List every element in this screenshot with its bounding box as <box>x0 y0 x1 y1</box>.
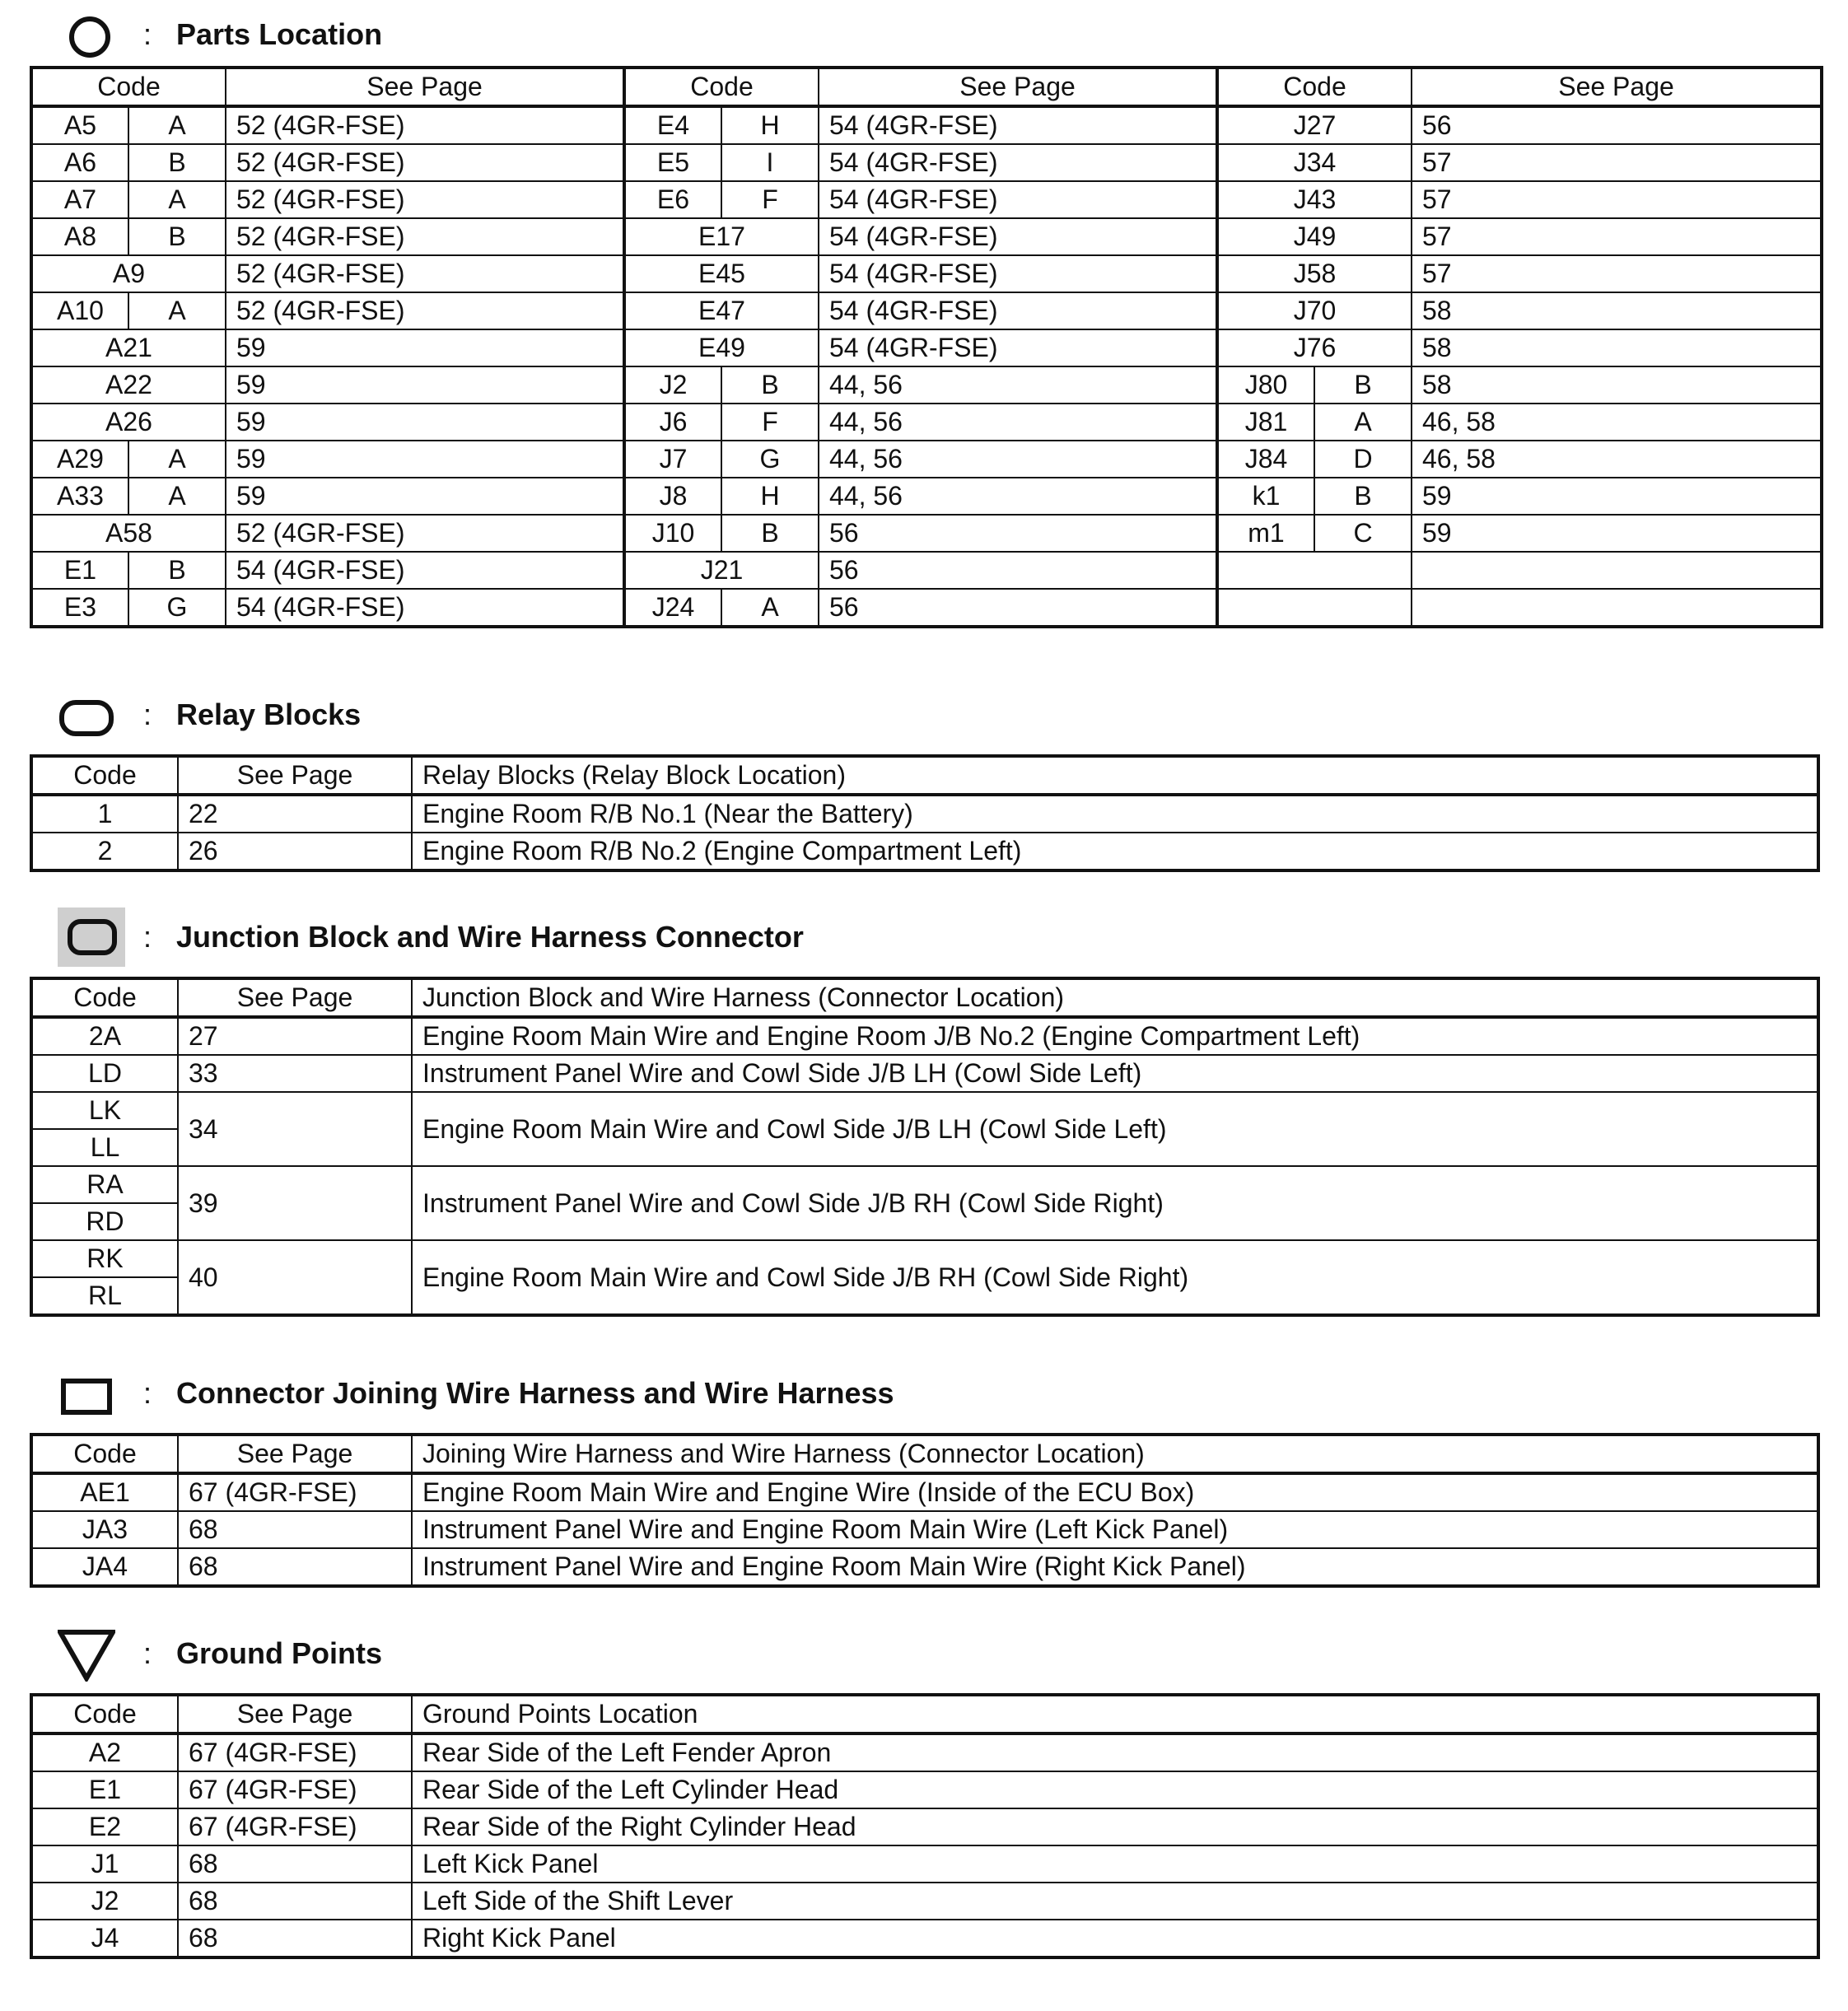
part-see-page: 59 <box>226 441 624 478</box>
part-code: J43 <box>1217 181 1412 218</box>
part-see-page: 59 <box>226 404 624 441</box>
table-row <box>31 1166 1818 1203</box>
joining-connector-code: AE1 <box>31 1473 178 1511</box>
ground-point-code: E2 <box>31 1808 178 1845</box>
column-header-code: Code <box>31 978 178 1017</box>
junction-block-title: Junction Block and Wire Harness Connector <box>176 920 804 954</box>
table-row <box>31 404 1822 441</box>
junction-see-page: 34 <box>178 1092 412 1166</box>
part-code: A33 <box>31 478 128 515</box>
part-code: J10 <box>624 515 721 552</box>
junction-location: Instrument Panel Wire and Cowl Side J/B RH (Cowl Side Right) <box>412 1166 1818 1240</box>
joining-colon: : <box>143 1376 152 1410</box>
part-see-page: 44, 56 <box>819 441 1217 478</box>
ground-point-code: E1 <box>31 1771 178 1808</box>
column-header-see-page: See Page <box>178 1695 412 1733</box>
part-code-suffix: D <box>1314 441 1412 478</box>
junction-code: RD <box>31 1203 178 1240</box>
part-code-suffix: G <box>128 589 226 627</box>
part-see-page: 58 <box>1412 366 1822 404</box>
part-see-page: 56 <box>819 552 1217 589</box>
junction-colon: : <box>143 920 152 954</box>
table-row <box>31 552 1822 589</box>
part-code-suffix: A <box>1314 404 1412 441</box>
table-row <box>31 1845 1818 1883</box>
connector-joining-header <box>58 1369 894 1418</box>
part-see-page: 54 (4GR-FSE) <box>819 329 1217 366</box>
part-see-page: 56 <box>1412 106 1822 144</box>
part-code: E5 <box>624 144 721 181</box>
column-header-see-page: See Page <box>819 68 1217 106</box>
table-row <box>31 441 1822 478</box>
column-header-code: Code <box>31 68 226 106</box>
part-code-suffix: B <box>1314 478 1412 515</box>
part-code: J34 <box>1217 144 1412 181</box>
part-code: E3 <box>31 589 128 627</box>
joining-connector-code: JA3 <box>31 1511 178 1548</box>
part-code-suffix: F <box>721 181 819 218</box>
table-row <box>31 833 1818 870</box>
part-see-page <box>1412 552 1822 589</box>
ground-point-code: A2 <box>31 1733 178 1771</box>
part-see-page: 57 <box>1412 181 1822 218</box>
column-header-location: Ground Points Location <box>412 1695 1818 1733</box>
junction-see-page: 27 <box>178 1017 412 1055</box>
part-code: J76 <box>1217 329 1412 366</box>
junction-location: Engine Room Main Wire and Cowl Side J/B RH (Cowl Side Right) <box>412 1240 1818 1315</box>
part-code-suffix: A <box>721 589 819 627</box>
part-code: A5 <box>31 106 128 144</box>
joining-connector-location: Instrument Panel Wire and Engine Room Main Wire (Left Kick Panel) <box>412 1511 1818 1548</box>
part-code: E47 <box>624 292 819 329</box>
table-row <box>31 181 1822 218</box>
part-see-page: 56 <box>819 515 1217 552</box>
table-row <box>31 106 1822 144</box>
part-code-suffix: H <box>721 478 819 515</box>
junction-code: LL <box>31 1129 178 1166</box>
part-see-page: 54 (4GR-FSE) <box>819 292 1217 329</box>
column-header-code: Code <box>1217 68 1412 106</box>
part-see-page: 59 <box>1412 515 1822 552</box>
ground-point-see-page: 67 (4GR-FSE) <box>178 1808 412 1845</box>
ground-point-see-page: 67 (4GR-FSE) <box>178 1771 412 1808</box>
table-row <box>31 1017 1818 1055</box>
ground-point-see-page: 68 <box>178 1845 412 1883</box>
part-code: A9 <box>31 255 226 292</box>
ground-colon: : <box>143 1636 152 1670</box>
triangle-symbol-icon <box>58 1629 115 1678</box>
part-see-page: 57 <box>1412 218 1822 255</box>
part-code-suffix: A <box>128 441 226 478</box>
relay-blocks-title: Relay Blocks <box>176 698 362 731</box>
part-see-page: 54 (4GR-FSE) <box>226 589 624 627</box>
part-see-page: 54 (4GR-FSE) <box>226 552 624 589</box>
part-see-page: 58 <box>1412 329 1822 366</box>
column-header-see-page: See Page <box>226 68 624 106</box>
part-see-page: 54 (4GR-FSE) <box>819 106 1217 144</box>
part-code-suffix: F <box>721 404 819 441</box>
table-header-row <box>31 756 1818 795</box>
part-code: A22 <box>31 366 226 404</box>
table-row <box>31 1920 1818 1957</box>
column-header-see-page: See Page <box>178 1435 412 1473</box>
table-row <box>31 1733 1818 1771</box>
table-row <box>31 1473 1818 1511</box>
part-code: E1 <box>31 552 128 589</box>
part-code: J49 <box>1217 218 1412 255</box>
part-see-page: 52 (4GR-FSE) <box>226 181 624 218</box>
part-see-page: 54 (4GR-FSE) <box>819 255 1217 292</box>
part-see-page: 52 (4GR-FSE) <box>226 515 624 552</box>
part-code-suffix: C <box>1314 515 1412 552</box>
junction-see-page: 40 <box>178 1240 412 1315</box>
part-code-suffix: B <box>1314 366 1412 404</box>
part-see-page: 59 <box>1412 478 1822 515</box>
part-code: A8 <box>31 218 128 255</box>
column-header-see-page: See Page <box>1412 68 1822 106</box>
junction-see-page: 39 <box>178 1166 412 1240</box>
part-code: J7 <box>624 441 721 478</box>
table-row <box>31 795 1818 833</box>
part-code: A29 <box>31 441 128 478</box>
part-code: A10 <box>31 292 128 329</box>
junction-code: RA <box>31 1166 178 1203</box>
junction-code: RK <box>31 1240 178 1277</box>
part-code: J70 <box>1217 292 1412 329</box>
column-header-code: Code <box>31 1435 178 1473</box>
junction-block-symbol-icon <box>58 912 115 962</box>
table-row <box>31 218 1822 255</box>
table-row <box>31 292 1822 329</box>
ground-point-location: Rear Side of the Right Cylinder Head <box>412 1808 1818 1845</box>
table-header-row <box>31 1695 1818 1733</box>
part-code: J21 <box>624 552 819 589</box>
table-row <box>31 1240 1818 1277</box>
part-code-suffix: A <box>128 106 226 144</box>
part-code <box>1217 552 1412 589</box>
part-code-suffix: B <box>128 552 226 589</box>
ground-point-location: Left Side of the Shift Lever <box>412 1883 1818 1920</box>
table-row <box>31 366 1822 404</box>
table-row <box>31 515 1822 552</box>
oval-symbol-icon <box>58 690 115 740</box>
rectangle-symbol-icon <box>58 1369 115 1418</box>
column-header-code: Code <box>31 1695 178 1733</box>
relay-blocks-table <box>30 754 1820 872</box>
part-code: J81 <box>1217 404 1314 441</box>
junction-code: LK <box>31 1092 178 1129</box>
part-see-page: 44, 56 <box>819 404 1217 441</box>
relay-block-see-page: 22 <box>178 795 412 833</box>
column-header-location: Relay Blocks (Relay Block Location) <box>412 756 1818 795</box>
part-code: A7 <box>31 181 128 218</box>
part-code-suffix: A <box>128 292 226 329</box>
joining-connector-see-page: 68 <box>178 1511 412 1548</box>
ground-point-see-page: 68 <box>178 1883 412 1920</box>
ground-points-header <box>58 1629 382 1678</box>
part-code: m1 <box>1217 515 1314 552</box>
part-code-suffix: B <box>128 144 226 181</box>
ground-point-location: Rear Side of the Left Cylinder Head <box>412 1771 1818 1808</box>
part-code: J27 <box>1217 106 1412 144</box>
table-row <box>31 144 1822 181</box>
parts-location-title: Parts Location <box>176 17 383 51</box>
relay-block-see-page: 26 <box>178 833 412 870</box>
part-code-suffix: B <box>721 366 819 404</box>
relay-block-code: 2 <box>31 833 178 870</box>
part-code: A58 <box>31 515 226 552</box>
joining-connector-code: JA4 <box>31 1548 178 1586</box>
parts-location-header <box>58 10 382 59</box>
column-header-location: Junction Block and Wire Harness (Connector Location) <box>412 978 1818 1017</box>
parts-location-table <box>30 66 1823 628</box>
relay-block-location: Engine Room R/B No.1 (Near the Battery) <box>412 795 1818 833</box>
part-code: A26 <box>31 404 226 441</box>
table-row <box>31 255 1822 292</box>
part-see-page: 52 (4GR-FSE) <box>226 255 624 292</box>
ground-point-location: Left Kick Panel <box>412 1845 1818 1883</box>
junction-code: RL <box>31 1277 178 1315</box>
part-code: J8 <box>624 478 721 515</box>
ground-point-code: J1 <box>31 1845 178 1883</box>
table-row <box>31 1808 1818 1845</box>
part-see-page: 54 (4GR-FSE) <box>819 181 1217 218</box>
column-header-location: Joining Wire Harness and Wire Harness (Connector Location) <box>412 1435 1818 1473</box>
table-header-row <box>31 68 1822 106</box>
ground-points-title: Ground Points <box>176 1636 382 1670</box>
ground-point-see-page: 67 (4GR-FSE) <box>178 1733 412 1771</box>
ground-points-table <box>30 1693 1820 1959</box>
table-header-row <box>31 978 1818 1017</box>
table-row <box>31 1511 1818 1548</box>
connector-joining-table <box>30 1433 1820 1588</box>
part-see-page: 52 (4GR-FSE) <box>226 144 624 181</box>
part-see-page <box>1412 589 1822 627</box>
part-see-page: 59 <box>226 478 624 515</box>
part-code: J84 <box>1217 441 1314 478</box>
part-see-page: 58 <box>1412 292 1822 329</box>
part-code: E45 <box>624 255 819 292</box>
table-row <box>31 478 1822 515</box>
part-code-suffix: H <box>721 106 819 144</box>
table-row <box>31 329 1822 366</box>
part-see-page: 46, 58 <box>1412 404 1822 441</box>
part-see-page: 59 <box>226 366 624 404</box>
ground-point-location: Right Kick Panel <box>412 1920 1818 1957</box>
joining-connector-location: Instrument Panel Wire and Engine Room Main Wire (Right Kick Panel) <box>412 1548 1818 1586</box>
part-code: E6 <box>624 181 721 218</box>
part-code: J80 <box>1217 366 1314 404</box>
part-code-suffix: A <box>128 181 226 218</box>
junction-code: LD <box>31 1055 178 1092</box>
table-header-row <box>31 1435 1818 1473</box>
relay-block-location: Engine Room R/B No.2 (Engine Compartment Left) <box>412 833 1818 870</box>
column-header-see-page: See Page <box>178 978 412 1017</box>
part-see-page: 46, 58 <box>1412 441 1822 478</box>
part-see-page: 44, 56 <box>819 478 1217 515</box>
part-code: J24 <box>624 589 721 627</box>
table-row <box>31 1771 1818 1808</box>
part-see-page: 52 (4GR-FSE) <box>226 106 624 144</box>
column-header-code: Code <box>31 756 178 795</box>
part-code: J6 <box>624 404 721 441</box>
part-see-page: 56 <box>819 589 1217 627</box>
table-row <box>31 1055 1818 1092</box>
part-code: A6 <box>31 144 128 181</box>
parts-colon: : <box>143 17 152 51</box>
table-row <box>31 1092 1818 1129</box>
part-code: k1 <box>1217 478 1314 515</box>
part-code-suffix: G <box>721 441 819 478</box>
column-header-see-page: See Page <box>178 756 412 795</box>
part-see-page: 52 (4GR-FSE) <box>226 218 624 255</box>
part-see-page: 54 (4GR-FSE) <box>819 218 1217 255</box>
part-code-suffix: B <box>721 515 819 552</box>
part-see-page: 54 (4GR-FSE) <box>819 144 1217 181</box>
circle-symbol-icon <box>58 10 115 59</box>
part-code: E49 <box>624 329 819 366</box>
part-code: E17 <box>624 218 819 255</box>
junction-block-header <box>58 912 804 962</box>
ground-point-code: J4 <box>31 1920 178 1957</box>
part-see-page: 44, 56 <box>819 366 1217 404</box>
relay-block-code: 1 <box>31 795 178 833</box>
table-row <box>31 1883 1818 1920</box>
joining-connector-see-page: 68 <box>178 1548 412 1586</box>
part-code: A21 <box>31 329 226 366</box>
part-see-page: 52 (4GR-FSE) <box>226 292 624 329</box>
ground-point-code: J2 <box>31 1883 178 1920</box>
part-see-page: 57 <box>1412 255 1822 292</box>
joining-connector-see-page: 67 (4GR-FSE) <box>178 1473 412 1511</box>
junction-see-page: 33 <box>178 1055 412 1092</box>
part-see-page: 57 <box>1412 144 1822 181</box>
part-see-page: 59 <box>226 329 624 366</box>
part-code <box>1217 589 1412 627</box>
part-code-suffix: I <box>721 144 819 181</box>
ground-point-see-page: 68 <box>178 1920 412 1957</box>
table-row <box>31 589 1822 627</box>
part-code-suffix: B <box>128 218 226 255</box>
table-row <box>31 1548 1818 1586</box>
joining-connector-location: Engine Room Main Wire and Engine Wire (Inside of the ECU Box) <box>412 1473 1818 1511</box>
part-code: J2 <box>624 366 721 404</box>
column-header-code: Code <box>624 68 819 106</box>
junction-block-table <box>30 977 1820 1317</box>
junction-location: Engine Room Main Wire and Cowl Side J/B LH (Cowl Side Left) <box>412 1092 1818 1166</box>
junction-location: Instrument Panel Wire and Cowl Side J/B LH (Cowl Side Left) <box>412 1055 1818 1092</box>
part-code-suffix: A <box>128 478 226 515</box>
part-code: J58 <box>1217 255 1412 292</box>
ground-point-location: Rear Side of the Left Fender Apron <box>412 1733 1818 1771</box>
part-code: E4 <box>624 106 721 144</box>
junction-location: Engine Room Main Wire and Engine Room J/B No.2 (Engine Compartment Left) <box>412 1017 1818 1055</box>
relay-blocks-header <box>58 690 361 740</box>
junction-code: 2A <box>31 1017 178 1055</box>
relay-colon: : <box>143 698 152 731</box>
connector-joining-title: Connector Joining Wire Harness and Wire Harness <box>176 1376 894 1410</box>
